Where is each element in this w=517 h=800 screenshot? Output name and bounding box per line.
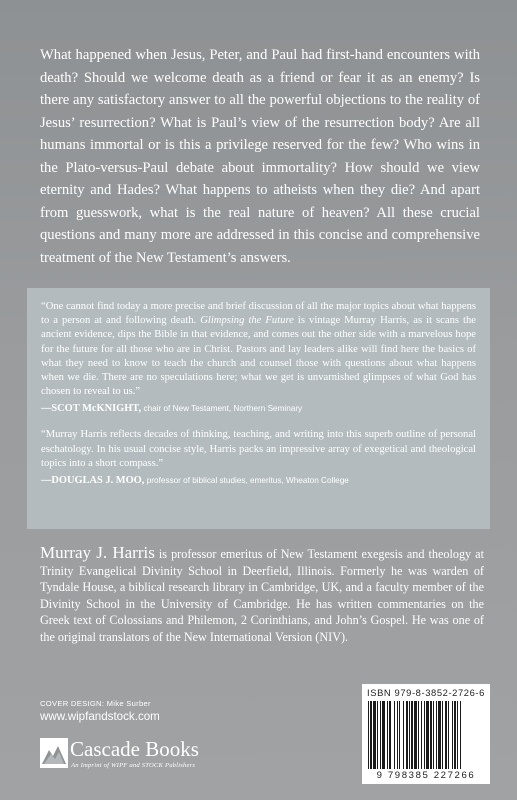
book-title-italic: Glimpsing the Future — [200, 315, 294, 327]
endorsement-1-text: “One cannot find today a more precise and brief discussion of all the major topics about what happens to a person at and following death. — [41, 301, 476, 327]
barcode-bars — [362, 684, 490, 784]
endorsement-attribution-1 — [41, 403, 476, 414]
mountain-peaks-icon — [40, 738, 68, 768]
endorsement-quote-2 — [41, 428, 476, 471]
cover-design-credit: COVER DESIGN: Mike Surber — [40, 699, 151, 708]
publisher-name: Cascade Books — [70, 737, 199, 761]
endorsement-1-text-cont: is vintage Murray Harris, as it scans the ancient evidence, dips the Bible in that evidence, and comes out the other side with a marvelous hope for the future for all those who are in Christ. Pastors and lay leaders alike will find here the basics of what they need to know to teach the church and counsel those with questions about what happens when we die. There are no speculations here; what we get is unvarnished glimpses of what God has chosen to reveal to us.” — [41, 315, 476, 398]
barcode-digits: 9 798385 227266 — [376, 770, 476, 781]
publisher-tagline: An Imprint of WIPF and STOCK Publishers — [71, 762, 196, 769]
endorser-name-2: —DOUGLAS J. MOO, — [41, 475, 145, 487]
endorsement-2-text: “Murray Harris reflects decades of thinking, teaching, and writing into this superb outline of personal eschatology. In his usual concise style, Harris packs an impressive array of exegetical and theological topics into a short compass.” — [41, 429, 476, 469]
cover-credits — [40, 699, 160, 723]
isbn-barcode — [362, 684, 490, 784]
endorsement-attribution-2 — [41, 475, 476, 486]
endorser-name-1: —SCOT McKNIGHT, — [41, 403, 142, 415]
publisher-logo — [40, 738, 240, 774]
isbn-label: ISBN 979-8-3852-2726-6 — [367, 687, 485, 698]
author-bio — [40, 545, 484, 645]
author-bio-text: is professor emeritus of New Testament exegesis and theology at Trinity Evangelical Divinity School in Deerfield, Illinois. Formerly he was warden of Tyndale House, a biblical research library in Cambridge, UK, and a faculty member of the Divinity School in the University of Cambridge. He has written commentaries on the Greek text of Colossians and Philemon, 2 Corinthians, and John’s Gospel. He was one of the original translators of the New International Version (NIV). — [40, 547, 484, 644]
endorser-role-1: chair of New Testament, Northern Seminary — [143, 404, 303, 414]
book-description: What happened when Jesus, Peter, and Paul had first-hand encounters with death? Should we welcome death as a friend or fear it as an enemy? Is there any satisfactory answer to all the powerful objections to the reality of Jesus’ resurrection? What is Paul’s view of the resurrection body? Are all humans immortal or is this a privilege reserved for the few? Who wins in the Plato-versus-Paul debate about immortality? How should we view eternity and Hades? What happens to atheists when they die? And apart from guesswork, what is the real nature of heaven? All these crucial questions and many more are addressed in this concise and comprehensive treatment of the New Testament’s answers. — [40, 47, 480, 266]
author-name: Murray J. Harris — [40, 543, 155, 562]
endorsement-quote-1 — [41, 300, 476, 399]
endorsements-box — [27, 288, 490, 529]
endorser-role-2: professor of biblical studies, emeritus, Wheaton College — [146, 476, 349, 486]
publisher-website-link[interactable]: www.wipfandstock.com — [40, 710, 160, 723]
